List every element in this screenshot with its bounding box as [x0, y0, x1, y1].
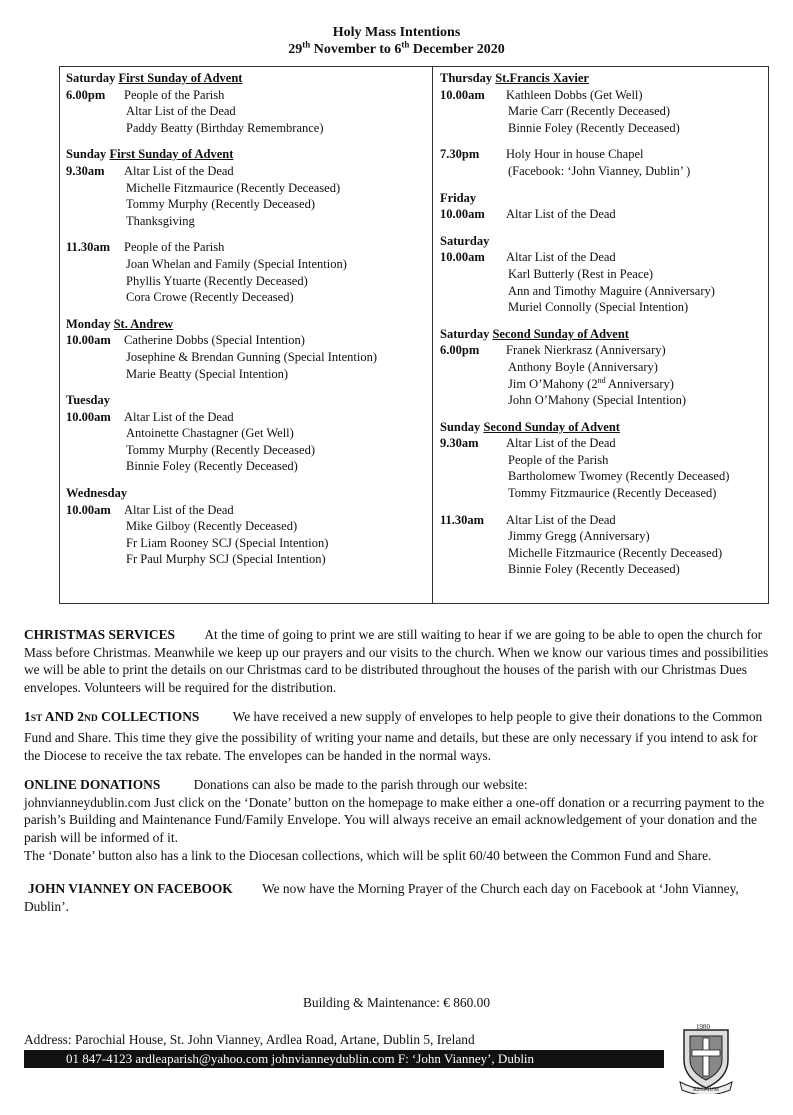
mass-time-line — [440, 435, 766, 452]
day-name: Saturday — [66, 71, 116, 85]
feast-name: St. Andrew — [113, 316, 174, 331]
intention: People of the Parish — [508, 452, 609, 467]
day-header — [440, 233, 766, 250]
mass-time: 10.00am — [66, 333, 111, 348]
intention: Altar List of the Dead — [506, 250, 616, 265]
intention: Michelle Fitzmaurice (Recently Deceased) — [126, 180, 341, 195]
intention: Fr Paul Murphy SCJ (Special Intention) — [126, 552, 326, 567]
feast-name: First Sunday of Advent — [109, 147, 234, 162]
date-start-day: 29 — [288, 42, 303, 57]
schedule-right-column — [440, 70, 766, 588]
intention-part: Jim O’Mahony (2 — [508, 376, 598, 391]
mass-block — [440, 512, 766, 578]
intention — [440, 376, 766, 393]
mass-time-line — [440, 512, 766, 529]
mass-block — [66, 316, 428, 382]
feast-name: Second Sunday of Advent — [492, 326, 629, 341]
intention-part: Anniversary) — [605, 376, 674, 391]
building-maintenance-total: Building & Maintenance: € 860.00 — [302, 995, 491, 1010]
mass-time: 10.00am — [440, 207, 485, 222]
intention: Joan Whelan and Family (Special Intention) — [126, 256, 347, 271]
date-range — [0, 41, 793, 58]
crest-motto: REGNUM — [693, 1087, 720, 1093]
intention: Phyllis Ytuarte (Recently Deceased) — [126, 273, 308, 288]
day-header — [440, 70, 766, 87]
notice-collections — [24, 708, 772, 764]
date-suffix: th — [302, 39, 311, 50]
feast-name: First Sunday of Advent — [118, 71, 243, 85]
intention: Kathleen Dobbs (Get Well) — [506, 87, 643, 102]
notice-title: CHRISTMAS SERVICES — [24, 627, 175, 642]
mass-time: 11.30am — [66, 240, 111, 255]
intention: Altar List of the Dead — [124, 502, 234, 517]
feast-name: St.Francis Xavier — [495, 71, 589, 85]
date-suffix: th — [401, 39, 410, 50]
mass-time: 10.00am — [440, 87, 485, 102]
mass-time: 7.30pm — [440, 147, 480, 162]
mass-block — [440, 70, 766, 136]
mass-time-line — [66, 502, 428, 519]
parish-crest-icon — [676, 1020, 736, 1094]
intention: People of the Parish — [124, 87, 225, 102]
mass-time-line — [440, 206, 766, 223]
mass-time: 10.00am — [66, 502, 111, 517]
mass-time-line — [66, 409, 428, 426]
intention: Altar List of the Dead — [126, 104, 236, 119]
mass-time: 6.00pm — [66, 87, 106, 102]
notice-online — [24, 776, 772, 864]
mass-block — [66, 239, 428, 305]
mass-time: 6.00pm — [440, 343, 480, 358]
intention: Binnie Foley (Recently Deceased) — [508, 120, 680, 135]
mass-block — [440, 419, 766, 502]
intention: Muriel Connolly (Special Intention) — [508, 300, 689, 315]
contact-bar: 01 847-4123 ardleaparish@yahoo.com johnvianneydublin.com F: ‘John Vianney’, Dublin — [24, 1050, 664, 1068]
ordinal-suffix: nd — [597, 375, 606, 385]
notice-body: At the time of going to print we are still waiting to hear if we are going to be able to open the church for Mass before Christmas. Meanwhile we keep up our prayers and our visits to the church. When we know our various times and possibilities we will be able to print the details on our Christmas card to be distributed throughout the houses of the parish with our Christmas Dues envelopes. Volunteers will be required for the distribution. — [24, 627, 769, 695]
notice-title: 1ST AND 2ND COLLECTIONS — [24, 709, 200, 725]
mass-time: 9.30am — [66, 163, 105, 178]
intention: Altar List of the Dead — [124, 163, 234, 178]
intention: Karl Butterly (Rest in Peace) — [508, 266, 654, 281]
intention: Michelle Fitzmaurice (Recently Deceased) — [508, 545, 723, 560]
day-header — [66, 146, 428, 163]
intention: Holy Hour in house Chapel — [506, 147, 644, 162]
intention: Binnie Foley (Recently Deceased) — [126, 459, 298, 474]
schedule-left-column — [66, 70, 428, 578]
intention: Marie Carr (Recently Deceased) — [508, 104, 671, 119]
day-header — [440, 190, 766, 207]
mass-block — [66, 392, 428, 475]
day-name: Tuesday — [66, 393, 111, 408]
mass-time-line — [440, 87, 766, 104]
intention: Tommy Murphy (Recently Deceased) — [126, 197, 315, 212]
day-name: Saturday — [440, 326, 490, 341]
mass-time-line — [66, 163, 428, 180]
notice-title: JOHN VIANNEY ON FACEBOOK — [28, 881, 233, 897]
mass-time: 10.00am — [66, 409, 111, 424]
mass-block — [66, 146, 428, 229]
day-name: Wednesday — [66, 486, 128, 501]
intention: Catherine Dobbs (Special Intention) — [124, 333, 305, 348]
intention: Paddy Beatty (Birthday Remembrance) — [126, 120, 324, 135]
intention: Anthony Boyle (Anniversary) — [508, 359, 658, 374]
day-name: Saturday — [440, 233, 490, 248]
mass-block — [66, 70, 428, 136]
intention: Josephine & Brendan Gunning (Special Intention) — [126, 349, 377, 364]
day-name: Thursday — [440, 71, 493, 85]
intention: (Facebook: ‘John Vianney, Dublin’ ) — [508, 163, 691, 178]
intention: Fr Liam Rooney SCJ (Special Intention) — [126, 535, 329, 550]
day-header — [440, 326, 766, 343]
intention: Cora Crowe (Recently Deceased) — [126, 290, 294, 305]
date-middle: November to 6 — [310, 42, 402, 57]
notice-body: johnvianneydublin.com Just click on the ‘Donate’ button on the homepage to make either a one-off donation or a recurring payment to the parish’s Building and Maintenance Fund/Family Envelope. You will always receive an email acknowledgement of your donation and the parish will be informed of it. — [24, 794, 765, 845]
crest-year: 1980 — [696, 1023, 710, 1031]
mass-time-line — [440, 146, 766, 163]
day-name: Sunday — [440, 419, 481, 434]
day-header — [66, 316, 428, 333]
page-title: Holy Mass Intentions — [332, 25, 461, 40]
column-divider — [432, 66, 433, 604]
notice-body: We have received a new supply of envelopes to help people to give their donations to the Common Fund and Share. This time they give the possibility of writing your name and details, but these are only necessary if you intend to ask for the Diocese to receive the tax rebate. The envelopes can be handed in the normal ways. — [24, 709, 763, 763]
day-name: Monday — [66, 316, 111, 331]
day-header — [440, 419, 766, 436]
day-header — [66, 485, 428, 502]
mass-block — [66, 485, 428, 568]
intention: Ann and Timothy Maguire (Anniversary) — [508, 283, 715, 298]
intention: Binnie Foley (Recently Deceased) — [508, 562, 680, 577]
mass-block — [440, 233, 766, 316]
day-name: Sunday — [66, 147, 107, 162]
notice-title: ONLINE DONATIONS — [24, 777, 161, 793]
mass-block — [440, 326, 766, 409]
mass-block — [440, 190, 766, 223]
intention: John O’Mahony (Special Intention) — [508, 393, 687, 408]
intention: Altar List of the Dead — [506, 436, 616, 451]
mass-time-line — [440, 342, 766, 359]
mass-time: 11.30am — [440, 512, 485, 527]
intention: Franek Nierkrasz (Anniversary) — [506, 343, 666, 358]
feast-name: Second Sunday of Advent — [483, 419, 620, 434]
intention: Altar List of the Dead — [506, 207, 616, 222]
intention: Altar List of the Dead — [124, 409, 234, 424]
mass-block — [440, 146, 766, 179]
intention: Bartholomew Twomey (Recently Deceased) — [508, 469, 730, 484]
notice-facebook — [24, 880, 772, 915]
intention: People of the Parish — [124, 240, 225, 255]
intention: Altar List of the Dead — [506, 512, 616, 527]
intention: Marie Beatty (Special Intention) — [126, 366, 289, 381]
intention: Tommy Murphy (Recently Deceased) — [126, 442, 315, 457]
intention: Thanksgiving — [126, 213, 195, 228]
mass-time: 10.00am — [440, 250, 485, 265]
mass-time: 9.30am — [440, 436, 479, 451]
intention: Antoinette Chastagner (Get Well) — [126, 426, 294, 441]
mass-time-line — [66, 239, 428, 256]
notice-body: The ‘Donate’ button also has a link to the Diocesan collections, which will be split 60/40 between the Common Fund and Share. — [24, 847, 712, 863]
day-name: Friday — [440, 190, 477, 205]
day-header — [66, 70, 428, 87]
mass-time-line — [66, 332, 428, 349]
intention: Tommy Fitzmaurice (Recently Deceased) — [508, 486, 717, 501]
mass-time-line — [66, 87, 428, 104]
notice-body: We now have the Morning Prayer of the Church each day on Facebook at ‘John Vianney, Dublin’. — [24, 881, 739, 914]
mass-time-line — [440, 249, 766, 266]
day-header — [66, 392, 428, 409]
date-end: December 2020 — [409, 42, 505, 57]
parish-address: Address: Parochial House, St. John Vianney, Ardlea Road, Artane, Dublin 5, Ireland — [24, 1032, 475, 1047]
intention: Jimmy Gregg (Anniversary) — [508, 529, 650, 544]
intention: Mike Gilboy (Recently Deceased) — [126, 519, 298, 534]
notice-body: Donations can also be made to the parish through our website: — [193, 777, 528, 793]
notices — [24, 626, 772, 927]
notice-christmas — [24, 626, 772, 696]
